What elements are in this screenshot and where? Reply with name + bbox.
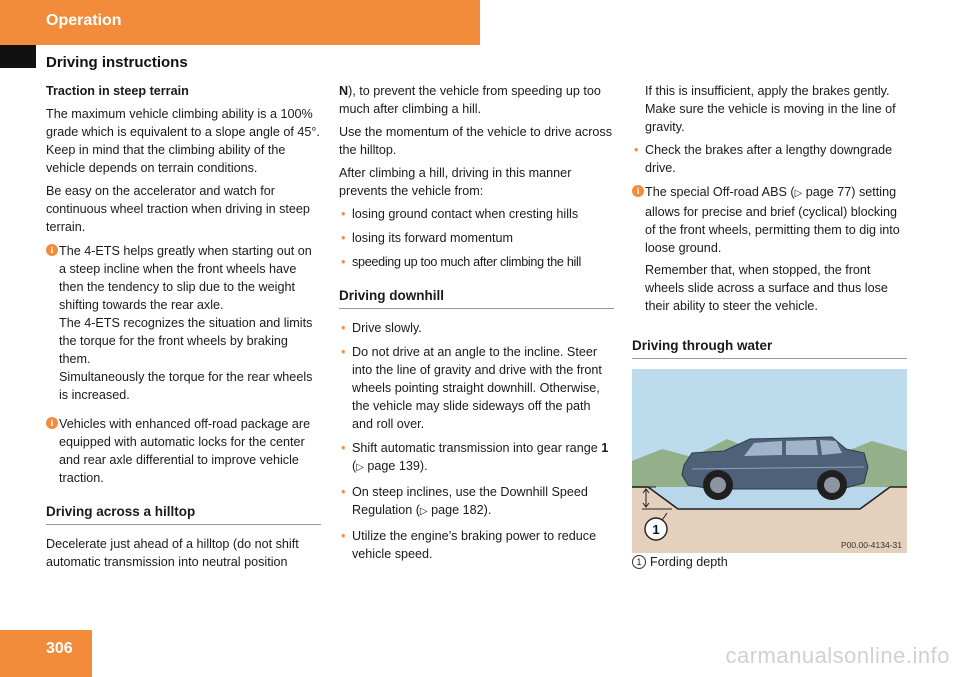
circled-number-icon: 1 [632,555,646,569]
triangle-right-icon: ▷ [356,462,364,473]
list-item [339,483,614,521]
info-icon: i [632,185,644,197]
section-title: Operation [46,12,122,29]
dsr-text: On steep inclines, use the Downhill Speed Regulation ( [352,485,588,517]
info-abs-paragraph-2: Remember that, when stopped, the front wheels slide across a surface and thus lose their ability to steer the vehicle. [645,263,888,313]
info-4ets-line-2: The 4-ETS recognizes the situation and limits the torque for the front wheels by braking them. [59,316,313,366]
hilltop-continuation [339,82,614,118]
hilltop-paragraph: Decelerate just ahead of a hilltop (do not shift automatic transmission into neutral position [46,537,299,569]
info-icon: i [46,417,58,429]
info-icon: i [46,244,58,256]
downhill-list [339,319,614,563]
steep-terrain-paragraph-2: Be easy on the accelerator and watch for continuous wheel traction when driving in steep terrain. [46,184,310,234]
info-note-offroad-package [46,415,321,487]
list-item: • Check the brakes after a lengthy downgrade drive. [632,141,907,177]
list-item: • losing ground contact when cresting hills [339,205,614,223]
page-ref-77[interactable]: page 77) setting allows for precise and brief (cyclical) blocking of the front wheels, permitting them to dig into loose ground. [645,185,900,255]
list-item: • Utilize the engine’s braking power to reduce vehicle speed. [339,527,614,563]
info-4ets-line-1: The 4-ETS helps greatly when starting out on a steep incline when the front wheels have then the tendency to slip due to the weight shifting towards the rear axle. [59,244,312,312]
watermark: carmanualsonline.info [725,643,950,668]
gear-1: 1 [601,441,609,455]
momentum-paragraph: Use the momentum of the vehicle to drive across the hilltop. [339,125,612,157]
info-note-4ets [46,242,321,404]
brakes-list [632,141,907,177]
info-note-offroad-abs [632,183,907,315]
prevent-list [339,205,614,271]
info-abs-text [645,183,907,257]
gear-range-text: Shift automatic transmission into gear range [352,441,602,455]
header-marker [0,45,36,68]
list-item: • Drive slowly. [339,319,614,337]
brakes-continuation: If this is insufficient, apply the brakes gently. Make sure the vehicle is moving in the line of gravity. [645,84,896,134]
figure-code: P00.00-4134-31 [841,540,902,550]
water-pool [648,487,890,509]
column-left [46,82,321,576]
downhill-heading: Driving downhill [339,287,614,309]
triangle-right-icon: ▷ [419,506,428,517]
gear-n: N [339,84,349,98]
info-offroad-text: Vehicles with enhanced off-road package are equipped with automatic locks for the center and rear axle differential to improve vehicle traction. [59,417,311,485]
water-heading: Driving through water [632,337,907,359]
page-ref-182[interactable]: page 182). [427,503,492,517]
page-number: 306 [46,640,73,657]
hilltop-continuation-text: ), to prevent the vehicle from speeding up too much after climbing a hill. [339,84,601,116]
fording-depth-illustration [632,369,907,553]
callout-number: 1 [652,522,660,537]
list-item: • Do not drive at an angle to the incline. Steer into the line of gravity and drive with the front wheels pointing straight downhill. Otherwise, the vehicle may slide sideways off the path and roll over. [339,343,614,433]
list-item: • Shift automatic transmission into gear range 1 (▷ page 139). [339,439,614,477]
column-middle [339,82,614,569]
list-item: • losing its forward momentum [339,229,614,247]
triangle-right-icon: ▷ [794,188,803,199]
page-ref-139[interactable]: page 139). [363,459,428,473]
figure-caption [632,553,907,571]
list-item: • speeding up too much after climbing the hill [339,253,614,271]
subsection-title: Driving instructions [46,54,188,71]
prevents-paragraph: After climbing a hill, driving in this manner prevents the vehicle from: [339,166,572,198]
info-4ets-line-3: Simultaneously the torque for the rear wheels is increased. [59,370,313,402]
steep-terrain-paragraph-1: The maximum vehicle climbing ability is a 100% grade which is equivalent to a slope angle of 45°. Keep in mind that the climbing ability of the vehicle depends on terrain conditions. [46,107,320,175]
caption-text: Fording depth [650,555,728,569]
hilltop-heading: Driving across a hilltop [46,503,321,525]
steep-terrain-heading: Traction in steep terrain [46,84,189,98]
column-right [632,82,907,576]
info-abs-pre: The special Off-road ABS ( [645,185,795,199]
